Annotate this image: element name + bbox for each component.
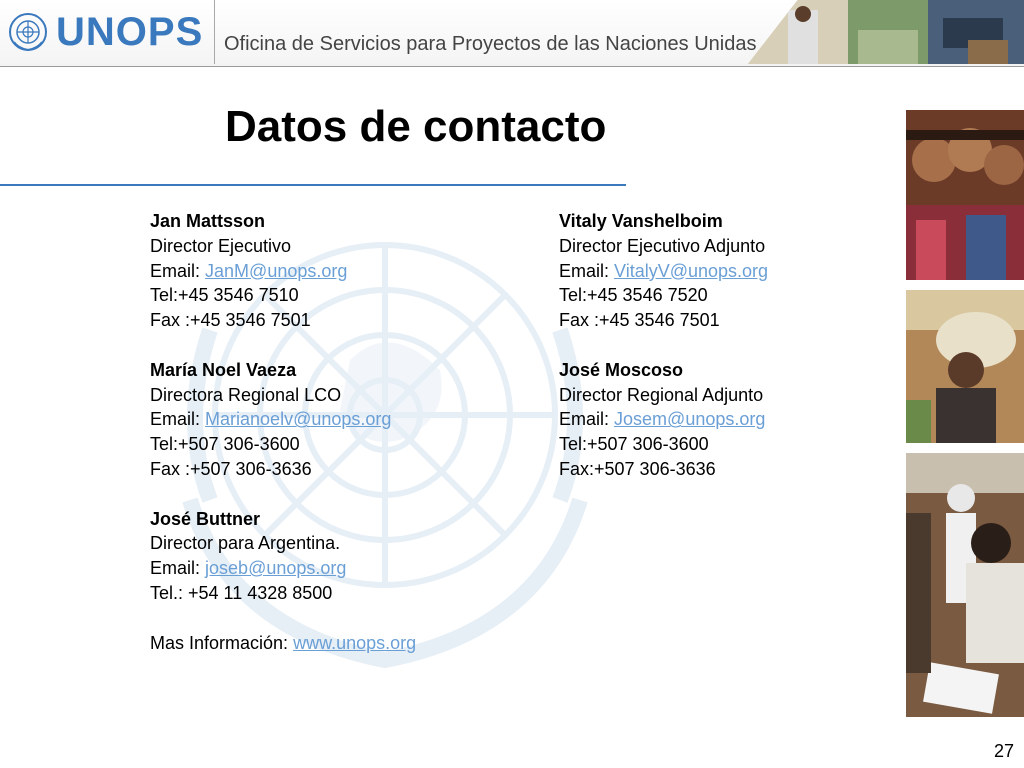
contact-tel: Tel:+507 306-3600 [150, 434, 300, 455]
contact-role: Director Ejecutivo [150, 235, 292, 256]
contact-name: José Buttner [150, 508, 261, 529]
contact-tel: Tel:+507 306-3600 [559, 434, 709, 455]
contact-name: María Noel Vaeza [150, 359, 297, 380]
email-label: Email: [150, 409, 201, 430]
photo-woman-carrying-basket [906, 290, 1024, 443]
contact-name: Jan Mattsson [150, 211, 266, 231]
photo-market-scene [906, 453, 1024, 717]
contact-tel: Tel.: +54 11 4328 8500 [150, 582, 333, 603]
contacts-right-column [559, 209, 889, 482]
unops-logo[interactable] [0, 0, 215, 64]
email-label: Email: [150, 558, 201, 579]
more-info-row [150, 631, 550, 656]
contact-role: Director para Argentina. [150, 533, 341, 554]
contact-role: Director Ejecutivo Adjunto [559, 235, 766, 256]
contact-tel: Tel:+45 3546 7510 [150, 285, 299, 306]
contact-name: José Moscoso [559, 359, 684, 380]
un-emblem-icon [8, 12, 48, 52]
contact-fax: Fax :+45 3546 7501 [150, 310, 311, 331]
email-link[interactable]: Josem@unops.org [614, 409, 766, 430]
title-divider [0, 184, 626, 186]
email-label: Email: [150, 260, 201, 281]
header-photo-banner [748, 0, 1024, 64]
contact-role: Directora Regional LCO [150, 384, 342, 405]
logo-text: UNOPS [56, 10, 204, 54]
contact-email-row [150, 259, 550, 284]
contacts-left-column [150, 209, 550, 655]
page-number: 27 [993, 741, 1014, 761]
page-title: Datos de contacto [225, 102, 607, 151]
contact-fax: Fax :+507 306-3636 [150, 458, 312, 479]
contact-email-row [150, 556, 550, 581]
contact-email-row [559, 259, 889, 284]
header-subtitle: Oficina de Servicios para Proyectos de las Naciones Unidas [224, 33, 757, 55]
more-info-label: Mas Información: [150, 632, 289, 653]
email-link[interactable]: joseb@unops.org [205, 558, 347, 579]
header-bar [0, 0, 1024, 67]
email-label: Email: [559, 260, 610, 281]
email-link[interactable]: VitalyV@unops.org [614, 260, 769, 281]
contact-email-row [150, 407, 550, 432]
email-link[interactable]: JanM@unops.org [205, 260, 348, 281]
contact-email-row [559, 407, 889, 432]
contact-role: Director Regional Adjunto [559, 384, 764, 405]
email-link[interactable]: Marianoelv@unops.org [205, 409, 392, 430]
contact-fax: Fax:+507 306-3636 [559, 458, 716, 479]
email-label: Email: [559, 409, 610, 430]
photo-children [906, 110, 1024, 280]
contact-fax: Fax :+45 3546 7501 [559, 310, 720, 331]
contact-name: Vitaly Vanshelboim [559, 211, 723, 231]
website-link[interactable]: www.unops.org [293, 632, 417, 653]
contact-tel: Tel:+45 3546 7520 [559, 285, 708, 306]
